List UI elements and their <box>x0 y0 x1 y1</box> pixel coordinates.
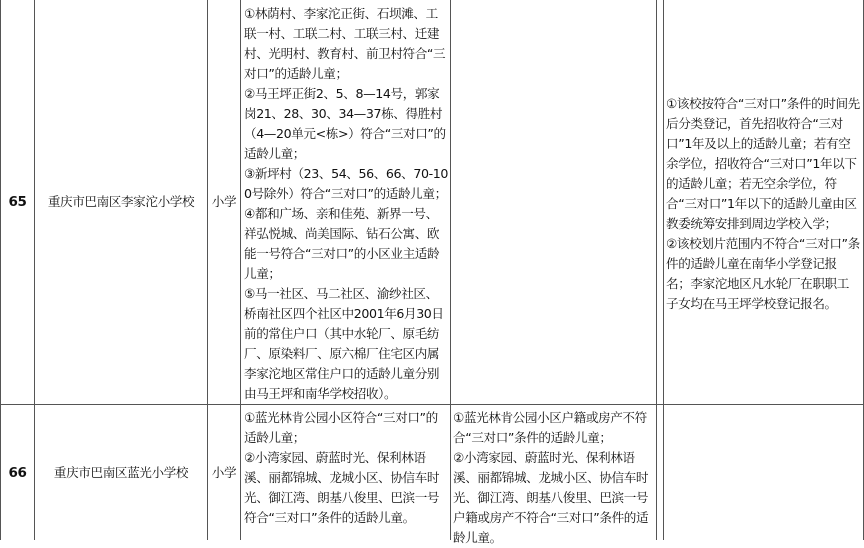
out-of-zone-clause: ①蓝光林肯公园小区户籍或房产不符合“三对口”条件的适龄儿童； <box>453 410 647 445</box>
column-divider <box>240 0 241 540</box>
area-clause: ①蓝光林肯公园小区符合“三对口”的适龄儿童； <box>244 410 438 445</box>
row-number: 66 <box>8 464 27 481</box>
enrollment-area-cell <box>244 4 448 402</box>
school-name: 重庆市巴南区李家沱小学校 <box>47 194 195 209</box>
remarks-cell <box>666 94 861 324</box>
school-level: 小学 <box>211 194 237 209</box>
remark-clause: ②该校划片范围内不符合“三对口”条件的适龄儿童在南华小学登记报名；李家沱地区凡水轮厂在职职工子女均在马王坪学校登记报名。 <box>666 236 860 311</box>
area-clause: ①林荫村、李家沱正街、石坝滩、工联一村、工联二村、工联三村、迁建村、光明村、教育村、前卫村符合“三对口”的适龄儿童； <box>244 6 446 81</box>
column-divider <box>663 0 664 540</box>
column-divider <box>450 0 451 540</box>
out-of-zone-cell <box>453 408 655 545</box>
remark-clause: ①该校按符合“三对口”条件的时间先后分类登记，首先招收符合“三对口”1年及以上的适龄儿童；若有空余学位，招收符合“三对口”1年以下的适龄儿童；若无空余学位，符合“三对口”1年以下的适龄儿童由区教委统筹安排到周边学校入学； <box>666 96 860 231</box>
out-of-zone-clause: ②小湾家园、蔚蓝时光、保利林语溪、丽都锦城、龙城小区、协信车时光、御江湾、朗基八俊里、巴滨一号户籍或房产不符合“三对口”条件的适龄儿童。 <box>453 450 649 545</box>
school-level: 小学 <box>211 464 237 480</box>
column-divider <box>656 0 657 540</box>
enrollment-area-cell <box>244 408 448 538</box>
area-clause: ④都和广场、亲和佳苑、新界一号、祥弘悦城、尚美国际、钻石公寓、欧能一号符合“三对口”的小区业主适龄儿童； <box>244 206 440 281</box>
row-number: 65 <box>8 194 27 210</box>
school-name: 重庆市巴南区蓝光小学校 <box>53 464 189 480</box>
area-clause: ③新坪村（23、54、56、66、70-100号除外）符合“三对口”的适龄儿童； <box>244 166 448 201</box>
area-clause: ⑤马一社区、马二社区、渝纱社区、桥南社区四个社区中2001年6月30日前的常住户口（其中水轮厂、原毛纺厂、原染料厂、原六棉厂住宅区内属李家沱地区常住户口的适龄儿童分别由马王坪和南华学校招收）。 <box>244 286 444 401</box>
area-clause: ②马王坪正街2、5、8—14号，郭家岗21、28、30、34—37栋、得胜村（4—20单元<栋>）符合“三对口”的适龄儿童； <box>244 86 446 161</box>
area-clause: ②小湾家园、蔚蓝时光、保利林语溪、丽都锦城、龙城小区、协信车时光、御江湾、朗基八俊里、巴滨一号符合“三对口”条件的适龄儿童。 <box>244 450 440 525</box>
